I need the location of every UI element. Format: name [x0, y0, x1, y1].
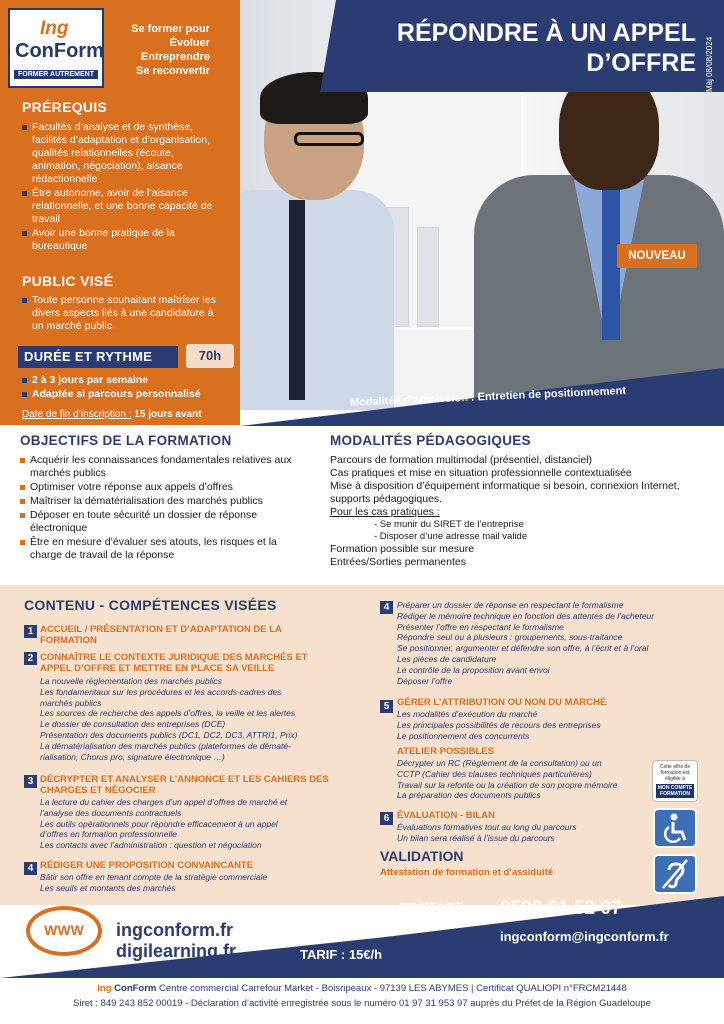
- legal-line-2: Siret : 849 243 852 00019 - Déclaration d’activité enregistrée sous le numéro 01 97 31 953 97 auprès du Préfet de la Région Guadeloupe: [73, 998, 651, 1009]
- step-number: 2: [24, 652, 37, 665]
- validation-heading: VALIDATION: [380, 848, 464, 864]
- step-items: Bâtir son offre en tenant compte de la stratégie commerciale Les seuils et montants des marchés: [40, 872, 268, 893]
- inscription-deadline: Date de fin d’inscription : 15 jours avant: [22, 409, 202, 420]
- step-title: RÉDIGER UNE PROPOSITION CONVAINCANTE: [40, 860, 254, 871]
- list-item: Être en mesure d’évaluer ses atouts, les risques et la charge de travail de la réponse: [20, 536, 310, 562]
- legal-line-1: Ing ConForm Centre commercial Carrefour Market - Boisripeaux - 97139 LES ABYMES | Certificat QUALIOPI n°FRCM21448: [97, 983, 627, 994]
- list-item: Optimiser votre réponse aux appels d’offres: [20, 481, 310, 494]
- step-items: La lecture du cahier des charges d’un appel d’offres de marché et l’analyse des documents contractuels Les outils opérationnels pour répondre efficacement à un appel d’offres en formation professionnelle Les contacts avec l’administration : question et négociation: [40, 797, 288, 851]
- step-title: ACCUEIL / PRÉSENTATION ET D’ADAPTATION DE LA FORMATION: [40, 624, 282, 646]
- update-date: Màj 08/08/2024: [705, 36, 714, 92]
- step-title: CONNAÎTRE LE CONTEXTE JURIDIQUE DES MARCHÉS ET APPEL D’OFFRE ET METTRE EN PLACE SA VEILLE: [40, 652, 308, 674]
- step-items: Préparer un dossier de réponse en respectant le formalisme Rédiger le mémoire technique en fonction des attentes de l’acheteur Présenter l’offre en respectant le formalisme Répondre seul ou à plusieurs : groupements, sous-traitance Se positionner, argumenter et défendre son offre, à l’écrit et à l’oral Les pièces de candidature Le contrôle de la proposition avant envoi Déposer l’offre: [397, 600, 655, 686]
- objectifs-list: [20, 454, 310, 563]
- prerequis-list: [22, 121, 222, 254]
- duree-heading: DURÉE ET RYTHME: [24, 349, 153, 364]
- modalites-body: Parcours de formation multimodal (présentiel, distanciel) Cas pratiques et mise en situation professionnelle contextualisée Mise à disposition d’équipement informatique si besoin, connexion Internet, supports pédagogiques. Pour les cas pratiques : - Se munir du SIRET de l’entreprise - Disposer d’une adresse mail valide Formation possible sur mesure Entrées/Sorties permanentes: [330, 454, 680, 568]
- list-item: Toute personne souhaitant maîtriser les divers aspects liés à une candidature à un marché public.: [22, 294, 222, 333]
- step-title: DÉCRYPTER ET ANALYSER L’ANNONCE ET LES CAHIERS DES CHARGES ET NÉGOCIER: [40, 774, 329, 796]
- duree-list: [22, 374, 237, 402]
- wheelchair-icon: [653, 808, 697, 848]
- atelier-title: ATELIER POSSIBLES: [397, 746, 494, 757]
- public-heading: PUBLIC VISÉ: [22, 273, 114, 289]
- hearing-icon: [653, 854, 697, 894]
- list-item: 2 à 3 jours par semaine: [22, 374, 237, 387]
- web-globe-icon: WWW: [26, 906, 102, 956]
- step-number: 4: [24, 862, 37, 875]
- person-right: [464, 40, 724, 410]
- step-title: ÉVALUATION - BILAN: [397, 810, 495, 821]
- list-item: Être autonome, avoir de l’aisance relationnelle, et une bonne capacité de travail: [22, 187, 222, 226]
- slogan: Se former pour Évoluer Entreprendre Se reconvertir: [131, 23, 210, 77]
- prerequis-heading: PRÉREQUIS: [22, 99, 108, 115]
- person-left: [224, 70, 394, 410]
- step-number: 1: [24, 625, 37, 638]
- website-link-ingconform[interactable]: ingconform.fr: [116, 920, 233, 940]
- list-item: Avoir une bonne pratique de la bureautique: [22, 227, 222, 253]
- step-title: GÉRER L’ATTRIBUTION OU NON DU MARCHÉ: [397, 697, 607, 708]
- list-item: Adaptée si parcours personnalisé: [22, 388, 237, 401]
- list-item: Maîtriser la dématérialisation des marchés publics: [20, 495, 310, 508]
- mon-compte-formation-badge: Cette offre de formation est éligible à MON COMPTE FORMATION: [652, 760, 698, 802]
- nouveau-badge: NOUVEAU: [617, 244, 697, 268]
- email-link[interactable]: ingconform@ingconform.fr: [500, 929, 669, 944]
- ingconform-logo: Ing ConForm FORMER AUTREMENT: [8, 8, 104, 88]
- phone-number[interactable]: 0590 91 52 07: [500, 898, 622, 919]
- modalites-heading: MODALITÉS PÉDAGOGIQUES: [330, 433, 531, 448]
- public-list: [22, 294, 222, 334]
- step-number: 6: [380, 812, 393, 825]
- atelier-items: Décrypter un RC (Règlement de la consultation) ou un CCTP (Cahier des clauses techniques particulières) Travail sur la refonte ou la création de son propre mémoire La préparation des documents publics: [397, 758, 618, 801]
- step-items: La nouvelle réglementation des marchés publics Les fondamentaux sur les procédures et les accords-cadres des marchés publics Les sources de recherche des appels d’offres, la veille et les alertes Le dossier de consultation des entreprises (DCE) Présentation des documents publics (DC1, DC2, DC3, ATTRI1, Prix) La dématérialisation des marchés publics (plateformes de dématé- rialisation, Chorus pro, signature électronique …): [40, 676, 298, 762]
- list-item: Facultés d’analyse et de synthèse, facilités d’adaptation et d’organisation, qualités relationnelles (écoute, animation, négociation), aisance rédactionnelle: [22, 121, 222, 186]
- step-number: 3: [24, 775, 37, 788]
- step-items: Les modalités d’exécution du marché Les principales possibilités de recours des entreprises Le positionnement des concurrents: [397, 709, 601, 741]
- contenu-heading: CONTENU - COMPÉTENCES VISÉES: [24, 597, 277, 613]
- objectifs-heading: OBJECTIFS DE LA FORMATION: [20, 433, 232, 448]
- list-item: Acquérir les connaissances fondamentales relatives aux marchés publics: [20, 454, 310, 480]
- website-link-digilearning[interactable]: digilearning.fr: [116, 941, 237, 961]
- page-title: RÉPONDRE À UN APPEL D’OFFRE: [396, 19, 696, 77]
- step-number: 4: [380, 601, 393, 614]
- hours-tag: 70h: [186, 344, 234, 368]
- contact-label: CONTACT :: [398, 900, 472, 915]
- admission-text: Modalités d’admission : Entretien de positionnement: [349, 384, 627, 409]
- step-items: Évaluations formatives tout au long du parcours Un bilan sera réalisé à l’issue du parcours: [397, 822, 577, 843]
- list-item: Déposer en toute sécurité un dossier de réponse électronique: [20, 509, 310, 535]
- step-number: 5: [380, 700, 393, 713]
- tarif: TARIF : 15€/h: [300, 947, 383, 962]
- validation-text: Attestation de formation et d’assiduité: [380, 867, 554, 878]
